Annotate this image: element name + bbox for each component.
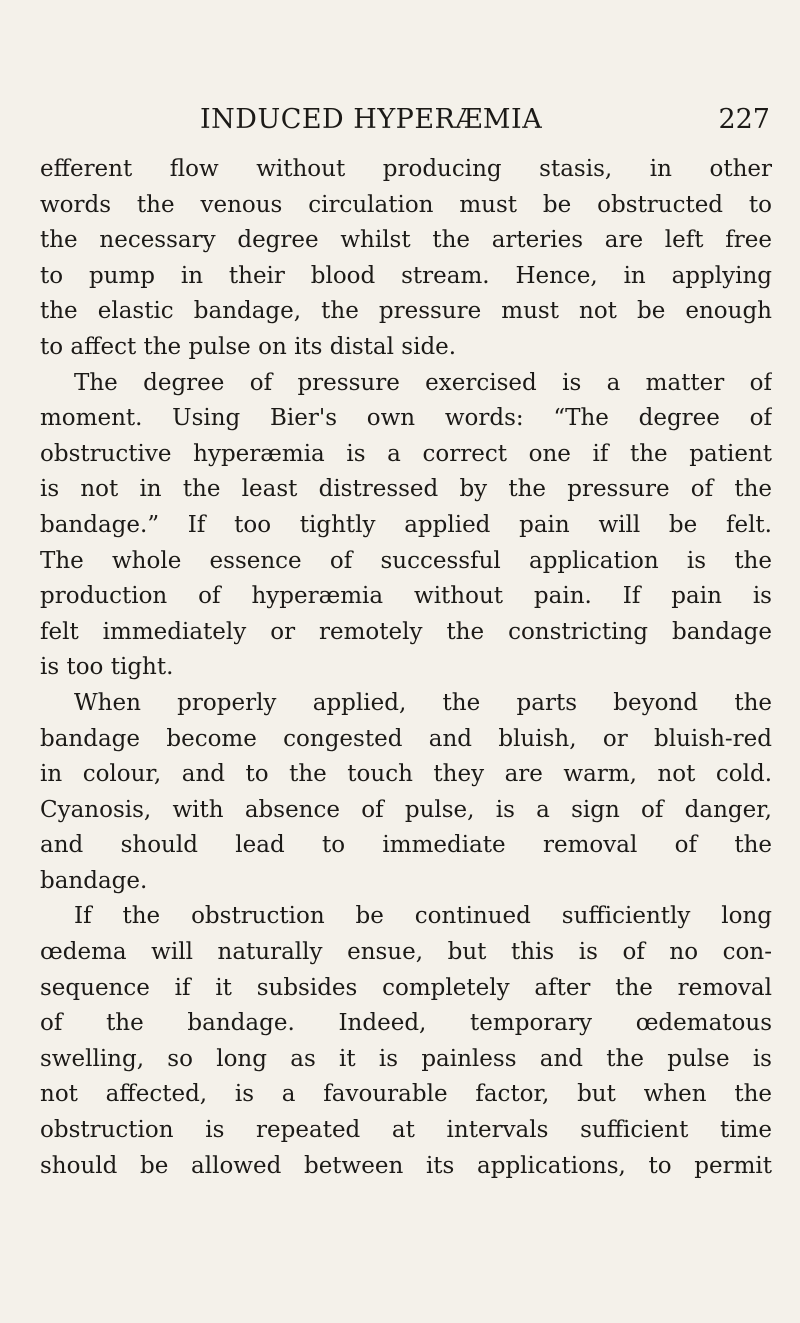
text-line: felt immediately or remotely the constricting bandage (40, 618, 772, 645)
text-line: is not in the least distressed by the pressure of the (40, 476, 772, 503)
text-line: and should lead to immediate removal of the (40, 832, 772, 859)
text-line: production of hyperæmia without pain. If pain is (40, 583, 772, 610)
text-line: the necessary degree whilst the arteries are left free (40, 227, 772, 254)
text-line: The degree of pressure exercised is a matter of (74, 369, 772, 396)
text-line: moment. Using Bier's own words: “The degree of (40, 405, 772, 432)
text-line: in colour, and to the touch they are warm, not cold. (40, 761, 772, 788)
text-line: should be allowed between its applications, to permit (40, 1152, 772, 1179)
text-line: not affected, is a favourable factor, but when the (40, 1081, 772, 1108)
text-line: words the venous circulation must be obstructed to (40, 191, 772, 218)
text-line: is too tight. (40, 654, 174, 681)
text-line: the elastic bandage, the pressure must not be enough (40, 298, 772, 325)
text-line: Cyanosis, with absence of pulse, is a sign of danger, (40, 796, 772, 823)
text-line: obstructive hyperæmia is a correct one if the patient (40, 440, 772, 467)
text-line: bandage become congested and bluish, or bluish-red (40, 725, 772, 752)
text-line: bandage. (40, 867, 148, 894)
text-line: sequence if it subsides completely after the removal (40, 974, 772, 1001)
page-number: 227 (718, 104, 770, 135)
running-head (200, 104, 770, 144)
text-line: When properly applied, the parts beyond the (74, 689, 772, 716)
text-line: of the bandage. Indeed, temporary œdematous (40, 1010, 772, 1037)
running-title: INDUCED HYPERÆMIA (200, 104, 543, 135)
text-line: swelling, so long as it is painless and the pulse is (40, 1045, 772, 1072)
body-text (40, 152, 772, 1184)
text-line: If the obstruction be continued sufficiently long (74, 903, 772, 930)
text-line: to pump in their blood stream. Hence, in applying (40, 262, 772, 289)
text-line: efferent flow without producing stasis, in other (40, 156, 772, 182)
text-line: œdema will naturally ensue, but this is of no con- (40, 939, 772, 966)
text-line: obstruction is repeated at intervals sufficient time (40, 1117, 772, 1144)
text-line: The whole essence of successful application is the (40, 547, 772, 574)
text-line: to affect the pulse on its distal side. (40, 333, 457, 360)
text-line: bandage.” If too tightly applied pain will be felt. (40, 511, 772, 538)
